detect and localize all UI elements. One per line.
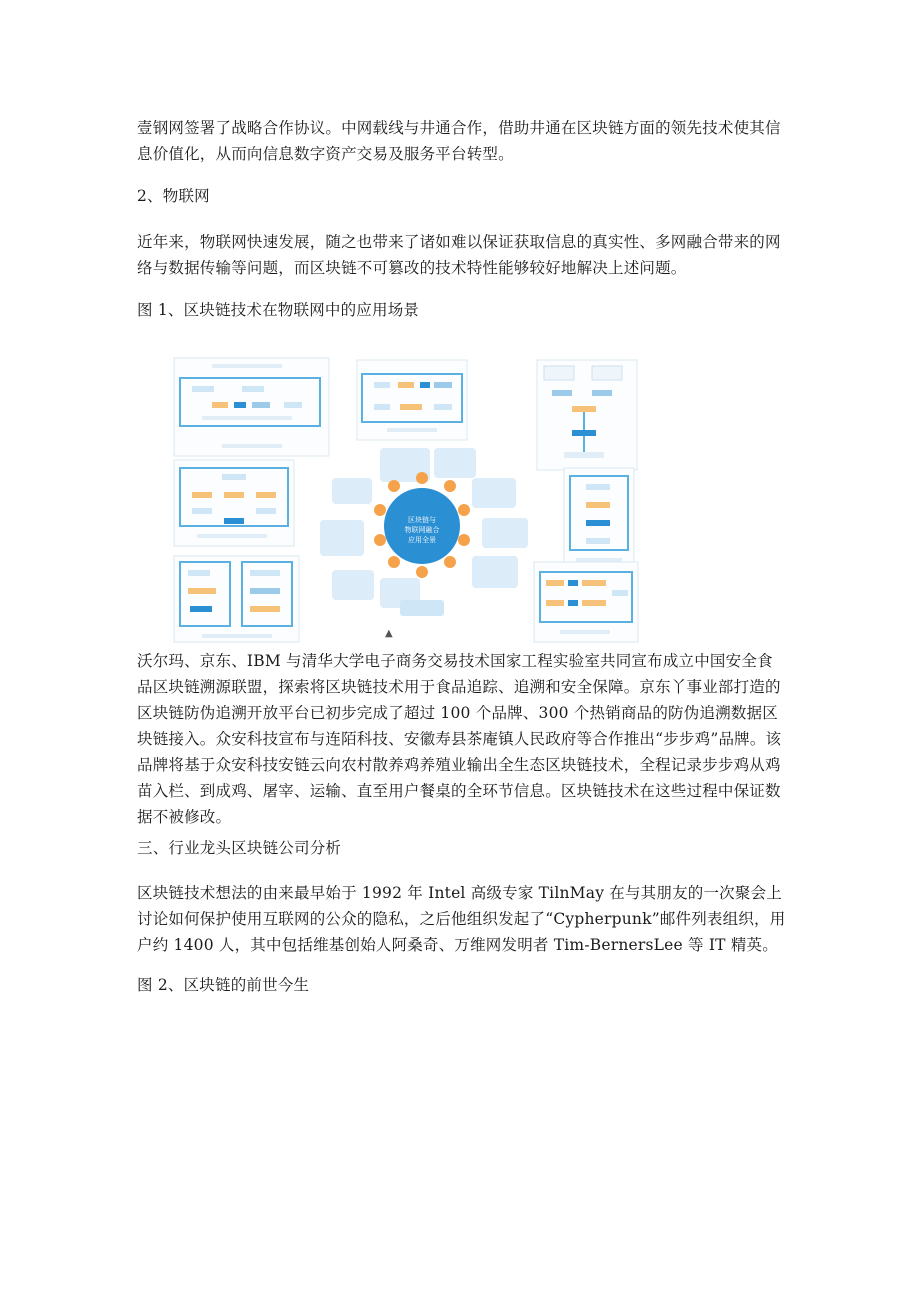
paragraph-blockchain-origin: 区块链技术想法的由来最早始于 1992 年 Intel 高级专家 TilnMay 在与其朋友的一次聚会上讨论如何保护使用互联网的公众的隐私，之后他组织发起了“Cypherpunk”邮件列表组织，用户约 1400 人，其中包括维基创始人阿桑奇、万维网发明者 Tim-BernersLee 等 IT 精英。: [137, 884, 786, 954]
panel-top-middle: [357, 360, 467, 440]
paragraph-food-traceability: 沃尔玛、京东、IBM 与清华大学电子商务交易技术国家工程实验室共同宣布成立中国安全食品区块链溯源联盟，探索将区块链技术用于食品追踪、追溯和安全保障。京东丫事业部打造的区块链防伪追溯开放平台已初步完成了超过 100 个品牌、300 个热销商品的防伪追溯数据区块链接入。众安科技宣布与连陌科技、安徽寿县茶庵镇人民政府等合作推出“步步鸡”品牌。该品牌将基于众安科技安链云向农村散养鸡养殖业输出全生态区块链技术，全程记录步步鸡从鸡苗入栏、到成鸡、屠宰、运输、直至用户餐桌的全环节信息。区块链技术在这些过程中保证数据不被修改。: [137, 652, 782, 826]
panel-bottom-left: [174, 556, 299, 642]
paragraph-intro: 壹钢网签署了战略合作协议。中网载线与井通合作，借助井通在区块链方面的领先技术使其信息价值化，从而向信息数字资产交易及服务平台转型。: [137, 119, 781, 163]
paragraph-iot: 近年来，物联网快速发展，随之也带来了诸如难以保证获取信息的真实性、多网融合带来的网络与数据传输等问题，而区块链不可篡改的技术特性能够较好地解决上述问题。: [137, 233, 781, 277]
figure-1-iot-blockchain-diagram: [172, 356, 642, 644]
figure-1-caption: 图 1、区块链技术在物联网中的应用场景: [137, 301, 420, 319]
panel-top-left: [174, 358, 329, 456]
central-hub: [320, 448, 528, 616]
hub-label-line-2: 物联网融合: [404, 526, 440, 534]
panel-middle-left: [174, 460, 294, 546]
hub-label-line-1: 区块链与: [408, 516, 436, 524]
hub-label-line-3: 应用全景: [408, 536, 436, 544]
figure-2-caption: 图 2、区块链的前世今生: [137, 976, 310, 994]
cursor-caret-icon: ▲: [385, 628, 393, 639]
panel-top-right: [537, 360, 637, 470]
figure-1-svg: [172, 356, 642, 644]
panel-bottom-right: [534, 562, 638, 642]
panel-middle-right: [564, 468, 634, 570]
heading-section-3: 三、行业龙头区块链公司分析: [137, 839, 342, 857]
heading-iot: 2、物联网: [137, 187, 210, 205]
